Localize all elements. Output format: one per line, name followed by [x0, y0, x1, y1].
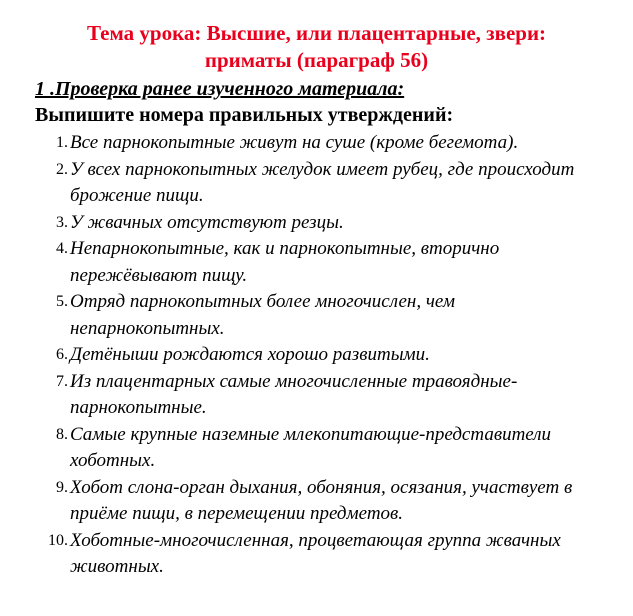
- statement-item: [0, 210, 633, 237]
- statement-item: [0, 130, 633, 157]
- statement-item: [0, 475, 633, 528]
- statement-text: Самые крупные наземные млекопитающие-представители хоботных.: [70, 423, 552, 471]
- statement-number: 1.: [56, 134, 68, 151]
- statement-text: У всех парнокопытных желудок имеет рубец, где происходит брожение пищи.: [70, 158, 575, 206]
- statement-number: 2.: [56, 160, 68, 178]
- statement-text: Детёныши рождаются хорошо развитыми.: [70, 344, 430, 365]
- statement-number: 7.: [56, 372, 68, 390]
- statement-text: Все парнокопытные живут на суше (кроме бегемота).: [70, 132, 519, 153]
- statement-item: [0, 528, 633, 581]
- statement-item: [0, 369, 633, 422]
- statement-item: [0, 289, 633, 342]
- statement-item: [0, 236, 633, 289]
- lesson-title: [0, 20, 633, 74]
- statement-item: [0, 422, 633, 475]
- statement-number: 4.: [56, 240, 68, 257]
- statement-text: Отряд парнокопытных более многочислен, чем непарнокопытных.: [70, 291, 455, 339]
- statement-text: Из плацентарных самые многочисленные травоядные-парнокопытные.: [70, 370, 518, 418]
- statement-text: У жвачных отсутствуют резцы.: [70, 211, 344, 233]
- statement-number: 9.: [56, 478, 68, 496]
- statement-text: Хобот слона-орган дыхания, обоняния, осязания, участвует в приёме пищи, в перемещении предметов.: [70, 476, 573, 524]
- statement-item: [0, 157, 633, 210]
- section-heading: 1 .Проверка ранее изученного материала:: [35, 78, 405, 100]
- statement-number: 8.: [56, 425, 68, 443]
- statement-number: 3.: [56, 213, 68, 231]
- statement-text: Непарнокопытные, как и парнокопытные, вторично пережёвывают пищу.: [70, 238, 500, 286]
- instruction-text: Выпишите номера правильных утверждений:: [35, 104, 454, 126]
- statement-number: 10.: [48, 531, 68, 549]
- statement-number: 5.: [56, 293, 68, 310]
- lesson-title-line-2: приматы (параграф 56): [204, 48, 429, 72]
- statement-text: Хоботные-многочисленная, процветающая группа жвачных животных.: [70, 529, 561, 577]
- statement-number: 6.: [56, 346, 68, 363]
- statement-list: [0, 130, 633, 581]
- lesson-title-line-1: Тема урока: Высшие, или плацентарные, звери:: [86, 21, 547, 45]
- statement-item: [0, 342, 633, 369]
